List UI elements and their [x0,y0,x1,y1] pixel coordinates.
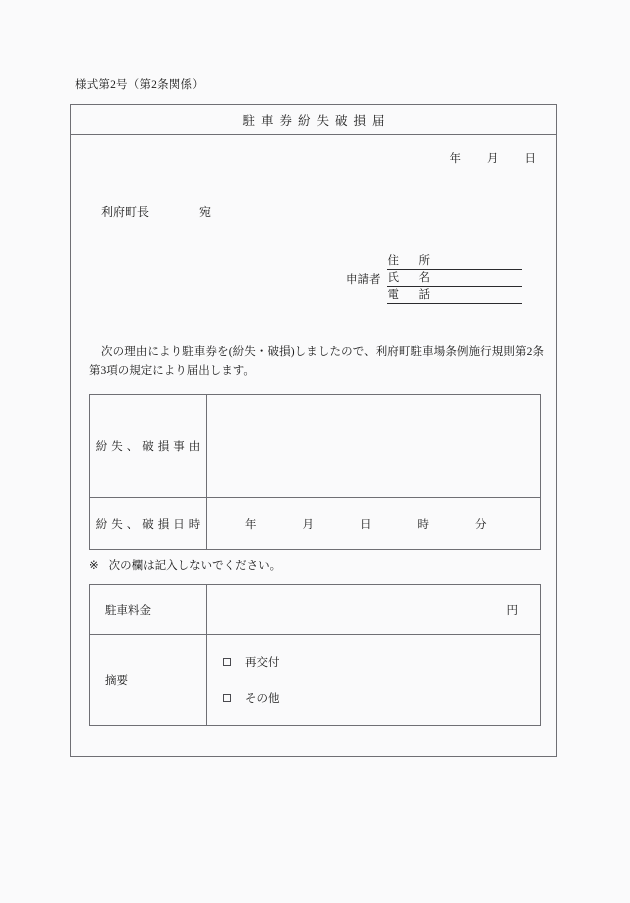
applicant-address-field[interactable] [387,253,522,270]
reason-row-label-cell [90,395,207,497]
form-number: 様式第2号（第2条関係） [75,79,204,91]
applicant-address-label: 住 所 [387,255,434,267]
fee-amount-area [207,585,540,634]
title-band [71,105,556,135]
remarks-row-input [207,635,540,725]
reason-table [89,394,541,550]
checkbox-other[interactable] [223,690,540,706]
remarks-checkbox-list [207,635,540,725]
fee-row-label-cell [90,585,207,634]
table-row-reason [90,395,540,497]
fee-row-label: 駐車料金 [105,604,151,617]
addressee-honorific: 宛 [199,205,212,219]
date-line [450,150,537,166]
body-paragraph-text: 次の理由により駐車券を(紛失・破損)しましたので、利府町駐車場条例施行規則第2条第3項の規定により届出します。 [89,346,544,377]
datetime-day-placeholder[interactable]: 日 [360,518,372,531]
datetime-row-input[interactable] [207,498,540,549]
fee-table [89,584,541,726]
datetime-month-placeholder[interactable]: 月 [302,518,314,531]
note-text: 次の欄は記入しないでください。 [108,560,282,572]
checkbox-other-label: その他 [245,693,280,705]
date-month-placeholder[interactable]: 月 [487,153,499,165]
fee-row-input[interactable] [207,585,540,634]
datetime-minute-placeholder[interactable]: 分 [475,518,487,531]
body-paragraph [89,343,544,381]
date-day-placeholder[interactable]: 日 [524,153,536,165]
applicant-label: 申請者 [346,273,381,286]
form-outer-frame [70,104,557,757]
checkbox-square-icon[interactable] [223,694,231,702]
remarks-row-label-cell [90,635,207,725]
checkbox-reissue-label: 再交付 [245,657,280,669]
fee-unit-label: 円 [506,604,518,617]
applicant-name-label: 氏 名 [387,272,434,284]
datetime-row-label: 紛失、破損日時 [95,518,205,531]
document-title: 駐車券紛失破損届 [242,113,391,128]
addressee-recipient: 利府町長 [101,205,150,219]
applicant-block [346,253,522,304]
remarks-row-label: 摘要 [105,675,128,687]
datetime-row-label-cell [90,498,207,549]
reason-row-label: 紛失、破損事由 [95,441,205,453]
note-mark-icon: ※ [89,560,99,572]
date-year-placeholder[interactable]: 年 [449,153,461,165]
table-row-datetime [90,497,540,549]
applicant-name-field[interactable] [387,270,522,287]
addressee [101,203,211,220]
note-line [89,557,281,573]
datetime-hour-placeholder[interactable]: 時 [417,518,429,531]
table-row-remarks [90,634,540,725]
applicant-phone-field[interactable] [387,287,522,304]
reason-row-input[interactable] [207,395,540,497]
checkbox-reissue[interactable] [223,654,540,670]
datetime-year-placeholder[interactable]: 年 [245,518,257,531]
table-row-fee [90,585,540,634]
datetime-placeholders [207,498,540,549]
applicant-phone-label: 電 話 [387,289,434,301]
checkbox-square-icon[interactable] [223,658,231,666]
applicant-fields [387,253,522,304]
